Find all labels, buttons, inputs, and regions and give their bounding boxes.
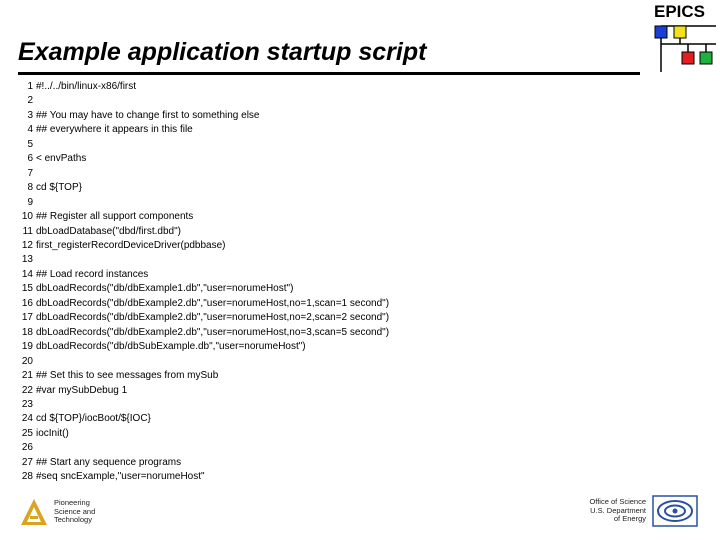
footer-left-line: Technology (54, 515, 92, 524)
line-text: dbLoadRecords("db/dbExample1.db","user=norumeHost") (36, 283, 294, 295)
code-line (18, 210, 389, 224)
line-number: 19 (21, 341, 33, 353)
line-number: 23 (21, 398, 33, 410)
line-text: #!../../bin/linux-x86/first (36, 81, 137, 92)
code-line (18, 109, 389, 123)
line-text: ## Start any sequence programs (36, 456, 182, 468)
line-text: ## You may have to change first to something else (36, 109, 260, 121)
code-line (18, 340, 389, 354)
code-line (18, 123, 389, 137)
line-number: 8 (27, 182, 33, 194)
footer-left-line: Science and (54, 506, 96, 516)
code-line (18, 80, 389, 94)
line-number: 17 (21, 312, 33, 324)
line-text: ## Register all support components (36, 211, 194, 223)
code-line (18, 441, 389, 455)
line-number: 13 (21, 254, 33, 266)
line-number: 27 (21, 456, 33, 468)
code-line (18, 456, 389, 470)
footer-right-line: Office of Science (589, 497, 646, 506)
code-line (18, 167, 389, 181)
line-number: 12 (21, 239, 33, 251)
code-line (18, 225, 389, 239)
line-number: 14 (21, 268, 33, 280)
line-text (33, 196, 36, 210)
page-title: Example application startup script (18, 38, 427, 66)
code-line (18, 384, 389, 398)
code-line (18, 152, 389, 166)
line-text: dbLoadRecords("db/dbExample2.db","user=norumeHost,no=1,scan=1 second") (36, 297, 390, 309)
line-text: dbLoadRecords("db/dbSubExample.db","user=norumeHost") (36, 341, 306, 353)
line-number: 16 (21, 297, 33, 309)
footer-left-text (54, 499, 95, 525)
line-text: cd ${TOP}/iocBoot/${IOC} (36, 413, 151, 425)
code-line (18, 369, 389, 383)
code-line (18, 282, 389, 296)
line-text: #seq sncExample,"user=norumeHost" (36, 471, 205, 483)
line-text (33, 355, 36, 369)
line-number: 24 (21, 413, 33, 425)
footer-left-line: Pioneering (54, 498, 90, 507)
line-text (33, 253, 36, 267)
epics-logo-icon (640, 20, 720, 72)
line-number: 21 (21, 370, 33, 382)
line-number: 22 (21, 384, 33, 396)
title-divider (18, 72, 640, 75)
line-text: dbLoadRecords("db/dbExample2.db","user=norumeHost,no=2,scan=2 second") (36, 312, 390, 324)
line-text: ## Set this to see messages from mySub (36, 370, 219, 382)
code-line (18, 412, 389, 426)
code-line (18, 398, 389, 412)
footer-right-line: of Energy (613, 514, 646, 523)
line-number: 18 (21, 326, 33, 338)
line-text (33, 398, 36, 412)
line-number: 25 (21, 427, 33, 439)
footer-right-text (589, 498, 646, 524)
line-number: 5 (27, 138, 33, 150)
code-line (18, 311, 389, 325)
argonne-logo-icon (20, 498, 48, 526)
line-number: 6 (27, 153, 33, 165)
code-line (18, 268, 389, 282)
line-number: 7 (27, 167, 33, 179)
line-number: 26 (21, 442, 33, 454)
code-line (18, 470, 389, 484)
code-line (18, 239, 389, 253)
line-number: 11 (22, 225, 33, 237)
line-text (33, 94, 36, 108)
code-line (18, 181, 389, 195)
code-line (18, 138, 389, 152)
line-number: 20 (21, 355, 33, 367)
line-text (33, 167, 36, 181)
code-line (18, 427, 389, 441)
line-number: 3 (27, 109, 33, 121)
epics-logo-text: EPICS (654, 2, 706, 21)
line-number: 28 (21, 471, 33, 483)
line-number: 1 (27, 81, 33, 92)
line-text: < envPaths (36, 153, 87, 165)
line-text (33, 441, 36, 455)
line-text: first_registerRecordDeviceDriver(pdbbase) (36, 239, 226, 251)
line-number: 9 (27, 196, 33, 208)
line-text (33, 138, 36, 152)
line-text: ## everywhere it appears in this file (36, 124, 193, 136)
line-text: iocInit() (36, 427, 69, 439)
line-text: ## Load record instances (36, 268, 149, 280)
line-number: 10 (21, 211, 33, 223)
code-line (18, 94, 389, 108)
line-number: 15 (21, 283, 33, 295)
code-line (18, 326, 389, 340)
code-line (18, 355, 389, 369)
line-text: cd ${TOP} (36, 182, 82, 194)
code-line (18, 297, 389, 311)
line-number: 4 (27, 124, 33, 136)
code-line (18, 196, 389, 210)
line-text: dbLoadDatabase("dbd/first.dbd") (36, 225, 181, 237)
line-number: 2 (27, 95, 33, 107)
line-text: dbLoadRecords("db/dbExample2.db","user=norumeHost,no=3,scan=5 second") (36, 326, 390, 338)
doe-seal-icon (652, 495, 698, 527)
line-text: #var mySubDebug 1 (36, 384, 128, 396)
code-line (18, 253, 389, 267)
code-listing (18, 80, 389, 485)
footer-right-line: U.S. Department (590, 505, 646, 515)
